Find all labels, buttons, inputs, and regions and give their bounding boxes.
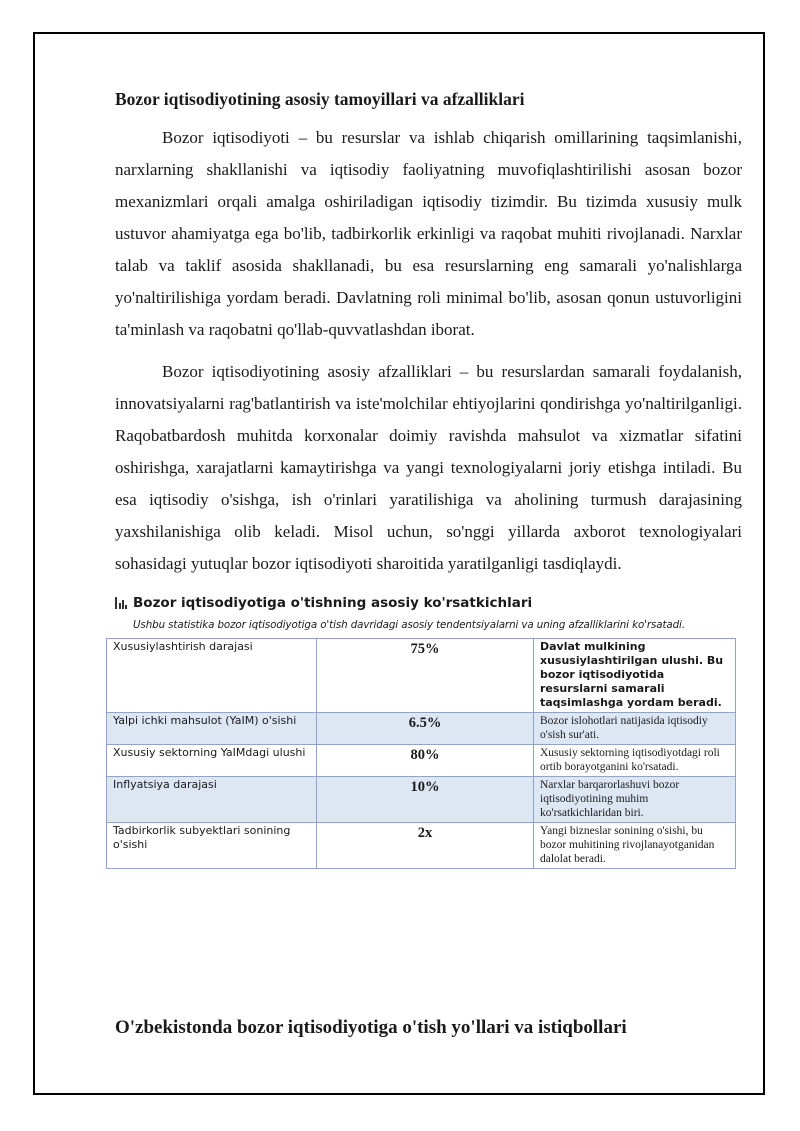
note-cell: Yangi bizneslar sonining o'sishi, bu bozor muhitining rivojlanayotganidan dalolat beradi.: [534, 823, 736, 869]
table-row: [107, 745, 736, 777]
paragraph-1: Bozor iqtisodiyoti – bu resurslar va ishlab chiqarish omillarining taqsimlanishi, narxlarning shakllanishi va iqtisodiy faoliyatning muvofiqlashtirilishi asosan bozor mexanizmlari orqali amalga oshiriladigan iqtisodiy tizimdir. Bu tizimda xususiy mulk ustuvor ahamiyatga ega bo'lib, tadbirkorlik erkinligi va raqobat muhiti rivojlanadi. Narxlar talab va taklif asosida shakllanadi, bu esa resurslarning eng samarali yo'nalishlarga yo'naltirilishiga yordam beradi. Davlatning roli minimal bo'lib, asosan qonun ustuvorligini ta'minlash va raqobatni qo'llab-quvvatlashdan iborat.: [115, 128, 742, 339]
section-heading: Bozor iqtisodiyotining asosiy tamoyillari va afzalliklari: [115, 89, 525, 109]
table-row: [107, 713, 736, 745]
table-row: [107, 777, 736, 823]
indicator-cell: Yalpi ichki mahsulot (YaIM) o'sishi: [107, 713, 317, 745]
indicator-cell: Xususiy sektorning YaIMdagi ulushi: [107, 745, 317, 777]
note-cell: Narxlar barqarorlashuvi bozor iqtisodiyotining muhim ko'rsatkichlaridan biri.: [534, 777, 736, 823]
table-title-text: Bozor iqtisodiyotiga o'tishning asosiy ko'rsatkichlari: [133, 595, 533, 611]
value-cell: 10%: [317, 777, 534, 823]
note-cell: Xususiy sektorning iqtisodiyotdagi roli ortib borayotganini ko'rsatadi.: [534, 745, 736, 777]
value-cell: 75%: [317, 639, 534, 713]
table-caption: Ushbu statistika bozor iqtisodiyotiga o'tish davridagi asosiy tendentsiyalarni va uning afzalliklarini ko'rsatadi.: [133, 619, 685, 631]
paragraph-2: Bozor iqtisodiyotining asosiy afzalliklari – bu resurslardan samarali foydalanish, innovatsiyalarni rag'batlantirish va iste'molchilar ehtiyojlarini qondirishga yo'naltirilganligi. Raqobatbardosh muhitda korxonalar doimiy ravishda mahsulot va xizmatlar sifatini oshirishga, xarajatlarni kamaytirishga va yangi texnologiyalarni joriy etishga intiladi. Bu esa iqtisodiy o'sishga, ish o'rinlari yaratilishiga va aholining turmush darajasining yaxshilanishiga olib keladi. Misol uchun, so'nggi yillarda axborot texnologiyalari sohasidagi yutuqlar bozor iqtisodiyoti sharoitida yaratilganligi tasdiqlaydi.: [115, 362, 742, 573]
indicator-cell: Xususiylashtirish darajasi: [107, 639, 317, 713]
value-cell: 2x: [317, 823, 534, 869]
document-body: [115, 86, 742, 869]
value-cell: 80%: [317, 745, 534, 777]
table-title: [115, 594, 742, 612]
indicator-cell: Tadbirkorlik subyektlari sonining o'sishi: [107, 823, 317, 869]
table-row: [107, 823, 736, 869]
section-heading-2: O'zbekistonda bozor iqtisodiyotiga o'tish yo'llari va istiqbollari: [115, 1017, 627, 1038]
table-row: [107, 639, 736, 713]
value-cell: 6.5%: [317, 713, 534, 745]
indicators-table: [106, 638, 736, 869]
note-cell: Davlat mulkining xususiylashtirilgan ulushi. Bu bozor iqtisodiyotida resurslarni samarali taqsimlashga yordam beradi.: [534, 639, 736, 713]
bar-chart-icon: [115, 597, 127, 609]
note-cell: Bozor islohotlari natijasida iqtisodiy o'sish sur'ati.: [534, 713, 736, 745]
indicator-cell: Inflyatsiya darajasi: [107, 777, 317, 823]
